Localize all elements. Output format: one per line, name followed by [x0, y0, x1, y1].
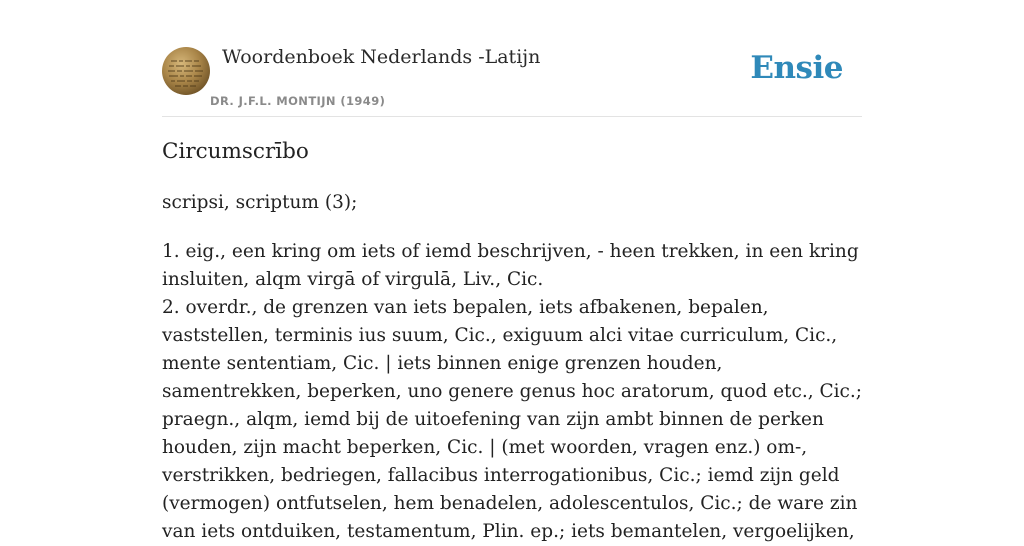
entry-forms: scripsi, scriptum (3); [162, 192, 358, 213]
definition-sense: 1. eig., een kring om iets of iemd beschrijven, - heen trekken, in een kring insluiten, alqm virgā of virgulā, Liv., Cic. [162, 241, 859, 290]
bronze-coin-logo-icon[interactable] [162, 47, 210, 95]
entry-definition [162, 238, 862, 546]
ensie-brand-link[interactable]: Ensie [750, 50, 843, 86]
book-author: DR. J.F.L. MONTIJN (1949) [210, 94, 386, 108]
definition-sense: 2. overdr., de grenzen van iets bepalen, iets afbakenen, bepalen, vaststellen, terminis ius suum, Cic., exiguum alci vitae curriculum, Cic., mente sententiam, Cic. | iets binnen enige grenzen houden, samentrekken, beperken, uno genere genus hoc aratorum, quod etc., Cic.; praegn., alqm, iemd bij de uitoefening van zijn ambt binnen de perken houden, zijn macht beperken, Cic. | (met woorden, vragen enz.) om-, verstrikken, bedriegen, fallacibus interrogationibus, Cic.; iemd zijn geld (vermogen) ontfutselen, hem benadelen, adolescentulos, Cic.; de ware zin van iets ontduiken, testamentum, Plin. ep.; iets bemantelen, vergoelijken, [162, 297, 863, 542]
book-title[interactable]: Woordenboek Nederlands -Latijn [222, 46, 541, 68]
header [162, 0, 862, 117]
entry-headword: Circumscrībo [162, 139, 309, 164]
